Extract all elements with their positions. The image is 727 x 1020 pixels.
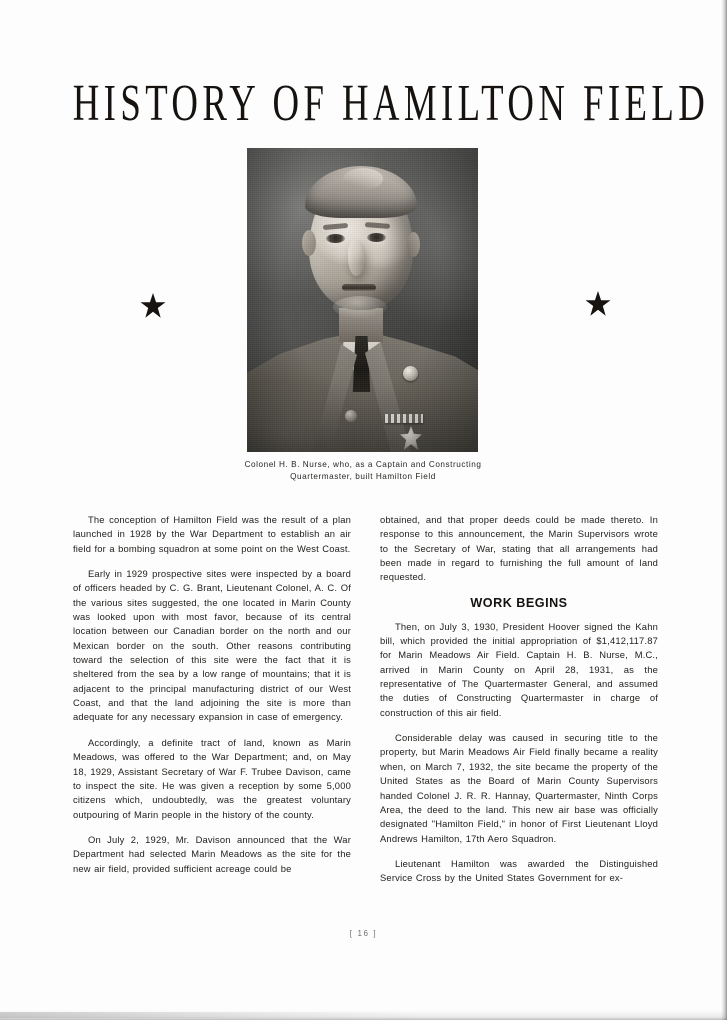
- column-right: [380, 513, 658, 897]
- column-left: [73, 513, 351, 897]
- star-icon-left: [140, 293, 166, 319]
- scan-edge-shadow-right: [721, 0, 727, 1020]
- photo-vignette: [247, 148, 478, 452]
- paragraph: Considerable delay was caused in securing title to the property, but Marin Meadows Air Field finally became a reality when, on March 7, 1932, the site became the property of the United States as the Board of Marin County Supervisors handed Colonel J. R. R. Hannay, Quartermaster, Ninth Corps Area, the deed to the land. This new air base was officially designated "Hamilton Field," in honor of First Lieutenant Lloyd Andrews Hamilton, 17th Aero Squadron.: [380, 732, 658, 844]
- portrait-photograph: [247, 148, 478, 452]
- body-columns: [73, 513, 659, 897]
- star-icon-right: [585, 291, 611, 317]
- paragraph: Early in 1929 prospective sites were inspected by a board of officers headed by C. G. Brant, Lieutenant Colonel, A. C. Of the various sites suggested, the one located in Marin County was looked upon with most favor, because of its central location between our Canadian border on the north and our Mexican border on the south. Other reasons contributing toward the selection of this site were the fact that it is sheltered from the sea by a low range of mountains; that it is adjacent to the principal manufacturing district of our West Coast, and that the land adjoining the site is more than adequate for any necessary expansion in case of emergency.: [73, 568, 351, 723]
- figure-caption-line-1: Colonel H. B. Nurse, who, as a Captain and Constructing: [244, 460, 482, 469]
- paragraph: On July 2, 1929, Mr. Davison announced that the War Department had selected Marin Meadows as the site for the new air field, provided sufficient acreage could be: [73, 833, 351, 874]
- section-heading-work-begins: WORK BEGINS: [470, 595, 568, 610]
- paragraph: Accordingly, a definite tract of land, known as Marin Meadows, was offered to the War Department; and, on May 18, 1929, Assistant Secretary of War F. Trubee Davison, came to inspect the site. He was given a reception by some 5,000 citizens which, undoubtedly, was the greatest voluntary outpouring of Marin people in the history of the county.: [73, 736, 351, 820]
- paragraph: The conception of Hamilton Field was the result of a plan launched in 1928 by the War Department to establish an air field for a bombing squadron at some point on the West Coast.: [73, 514, 351, 554]
- figure-caption: [183, 459, 543, 484]
- page-number: [ 16 ]: [349, 929, 378, 938]
- figure-caption-line-2: Quartermaster, built Hamilton Field: [290, 472, 436, 482]
- scan-edge-shadow-bottom: [0, 1010, 727, 1020]
- paragraph: Lieutenant Hamilton was awarded the Distinguished Service Cross by the United States Government for ex-: [380, 857, 658, 884]
- scan-edge-blotch: [0, 1012, 420, 1018]
- page-title: HISTORY OF HAMILTON FIELD: [72, 74, 710, 132]
- paragraph-continuation: obtained, and that proper deeds could be made thereto. In response to this announcement, the Marin Supervisors wrote to the Secretary of War, stating that all arrangements had been made in regard to furnishing the full amount of land requested.: [380, 514, 658, 583]
- paragraph: Then, on July 3, 1930, President Hoover signed the Kahn bill, which provided the initial appropriation of $1,412,117.87 for Marin Meadows Air Field. Captain H. B. Nurse, M.C., arrived in Marin County on April 28, 1931, as the representative of The Quartermaster General, and assumed the duties of Constructing Quartermaster in charge of construction of this air field.: [380, 620, 658, 718]
